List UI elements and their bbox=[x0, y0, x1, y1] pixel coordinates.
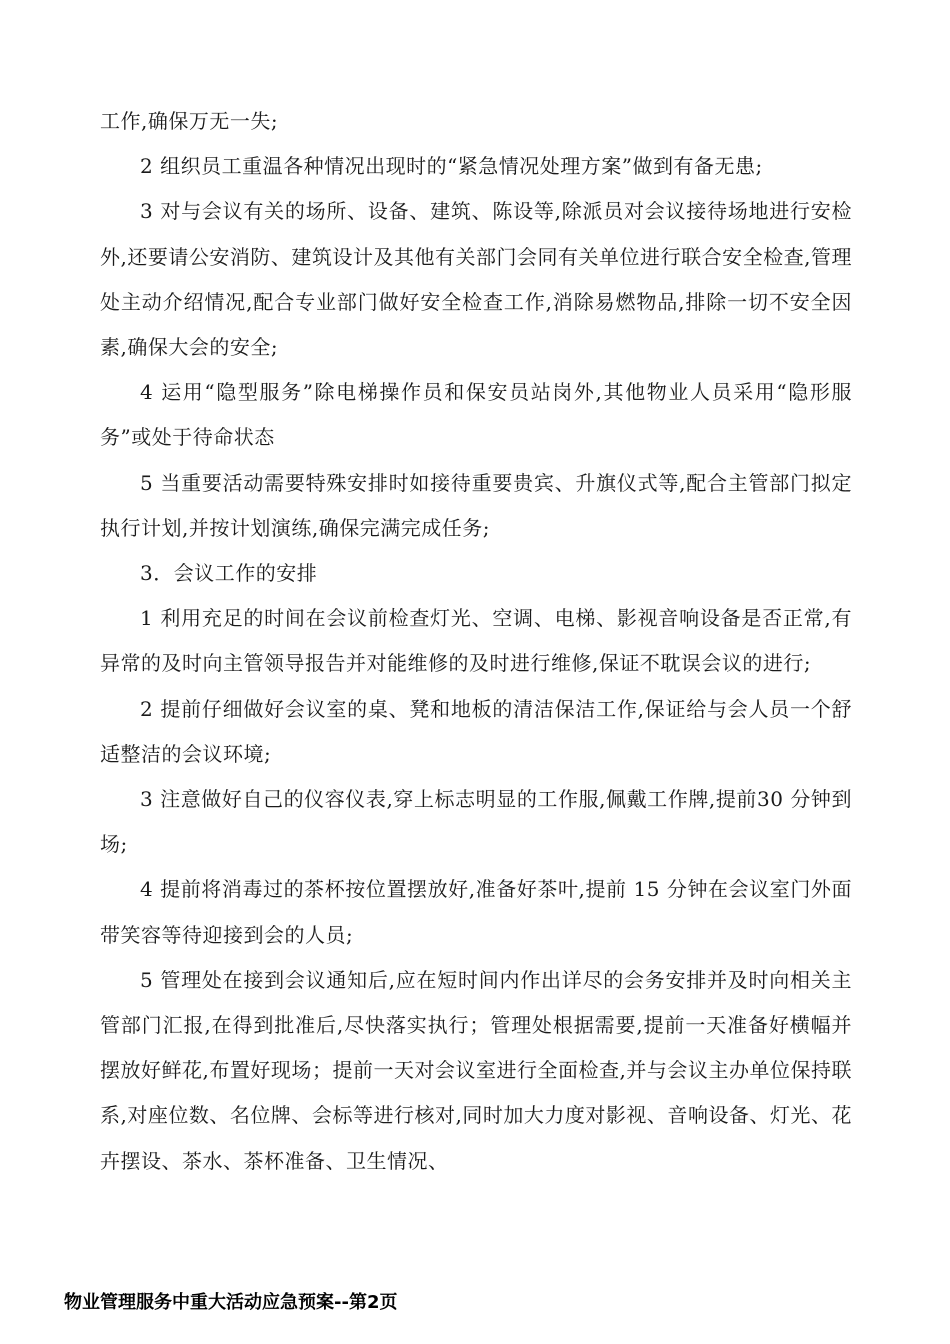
paragraph-item: 1 利用充足的时间在会议前检查灯光、空调、电梯、影视音响设备是否正常,有异常的及时向主管领导报告并对能维修的及时进行维修,保证不耽误会议的进行; bbox=[100, 606, 852, 676]
paragraph-continuation: 工作,确保万无一失; bbox=[100, 109, 279, 133]
paragraph-item: 5 管理处在接到会议通知后,应在短时间内作出详尽的会务安排并及时向相关主管部门汇报,在得到批准后,尽快落实执行；管理处根据需要,提前一天准备好横幅并摆放好鲜花,布置好现场；提前一天对会议室进行全面检查,并与会议主办单位保持联系,对座位数、名位牌、会标等进行核对,同时加大力度对影视、音响设备、灯光、花卉摆设、茶水、茶杯准备、卫生情况、 bbox=[100, 967, 852, 1173]
document-body bbox=[100, 99, 852, 1184]
section-heading: 3．会议工作的安排 bbox=[140, 561, 318, 586]
paragraph-item: 3 注意做好自己的仪容仪表,穿上标志明显的工作服,佩戴工作牌,提前30 分钟到场; bbox=[100, 787, 852, 857]
paragraph-item: 2 组织员工重温各种情况出现时的“紧急情况处理方案”做到有备无患; bbox=[140, 154, 763, 179]
paragraph-item: 2 提前仔细做好会议室的桌、凳和地板的清洁保洁工作,保证给与会人员一个舒适整洁的会议环境; bbox=[100, 696, 852, 766]
page-footer: 物业管理服务中重大活动应急预案--第2页 bbox=[64, 1292, 398, 1313]
paragraph-item: 4 运用“隐型服务”除电梯操作员和保安员站岗外,其他物业人员采用“隐形服务”或处于待命状态 bbox=[100, 380, 852, 450]
paragraph-item: 3 对与会议有关的场所、设备、建筑、陈设等,除派员对会议接待场地进行安检外,还要请公安消防、建筑设计及其他有关部门会同有关单位进行联合安全检查,管理处主动介绍情况,配合专业部门做好安全检查工作,消除易燃物品,排除一切不安全因素,确保大会的安全; bbox=[100, 199, 852, 360]
paragraph-item: 4 提前将消毒过的茶杯按位置摆放好,准备好茶叶,提前 15 分钟在会议室门外面带笑容等待迎接到会的人员; bbox=[100, 877, 852, 947]
paragraph-item: 5 当重要活动需要特殊安排时如接待重要贵宾、升旗仪式等,配合主管部门拟定执行计划,并按计划演练,确保完满完成任务; bbox=[100, 470, 852, 540]
